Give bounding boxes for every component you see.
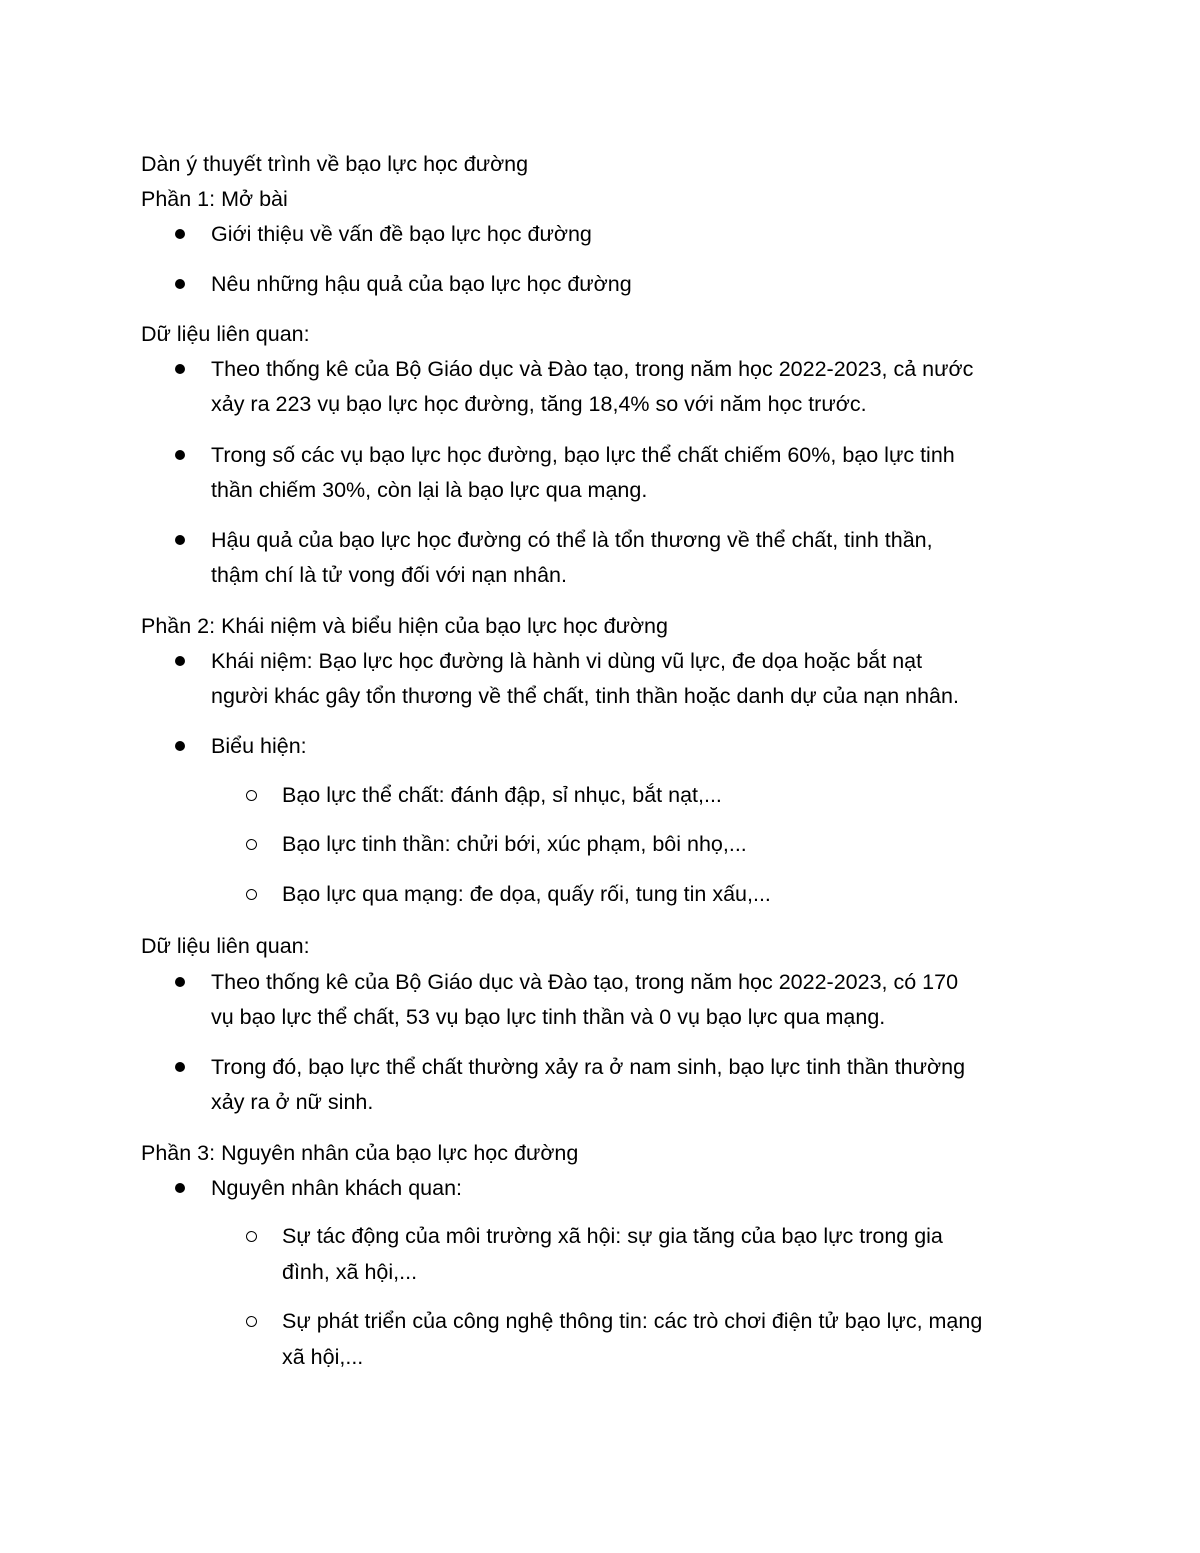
list-item-continuation: thậm chí là tử vong đối với nạn nhân.	[211, 563, 567, 587]
part1-data-heading: Dữ liệu liên quan:	[141, 322, 310, 346]
list-item: Trong đó, bạo lực thể chất thường xảy ra ở nam sinh, bạo lực tinh thần thường	[211, 1055, 966, 1079]
list-item: Trong số các vụ bạo lực học đường, bạo lực thể chất chiếm 60%, bạo lực tinh	[211, 443, 955, 467]
bullet-icon	[175, 1062, 185, 1072]
bullet-icon	[175, 279, 185, 289]
sub-list-item: Sự phát triển của công nghệ thông tin: các trò chơi điện tử bạo lực, mạng	[282, 1309, 983, 1333]
circle-bullet-icon	[246, 1316, 257, 1327]
part2-data-heading: Dữ liệu liên quan:	[141, 934, 310, 958]
circle-bullet-icon	[246, 790, 257, 801]
circle-bullet-icon	[246, 839, 257, 850]
list-item: Khái niệm: Bạo lực học đường là hành vi dùng vũ lực, đe dọa hoặc bắt nạt	[211, 649, 923, 673]
bullet-icon	[175, 364, 185, 374]
bullet-icon	[175, 656, 185, 666]
bullet-icon	[175, 977, 185, 987]
list-item-continuation: người khác gây tổn thương về thể chất, tinh thần hoặc danh dự của nạn nhân.	[211, 684, 959, 708]
list-item-continuation: xảy ra ở nữ sinh.	[211, 1090, 374, 1114]
circle-bullet-icon	[246, 1231, 257, 1242]
part2-heading: Phần 2: Khái niệm và biểu hiện của bạo lực học đường	[141, 614, 668, 638]
sub-list-item: Bạo lực tinh thần: chửi bới, xúc phạm, bôi nhọ,...	[282, 832, 747, 856]
sub-list-item: Sự tác động của môi trường xã hội: sự gia tăng của bạo lực trong gia	[282, 1224, 943, 1248]
bullet-icon	[175, 741, 185, 751]
list-item: Nguyên nhân khách quan:	[211, 1176, 463, 1200]
circle-bullet-icon	[246, 889, 257, 900]
bullet-icon	[175, 1183, 185, 1193]
list-item: Biểu hiện:	[211, 734, 307, 758]
sub-list-item: Bạo lực qua mạng: đe dọa, quấy rối, tung tin xấu,...	[282, 882, 771, 906]
sub-list-item: Bạo lực thể chất: đánh đập, sỉ nhục, bắt nạt,...	[282, 783, 722, 807]
list-item-continuation: thần chiếm 30%, còn lại là bạo lực qua mạng.	[211, 478, 648, 502]
list-item: Giới thiệu về vấn đề bạo lực học đường	[211, 222, 592, 246]
list-item-continuation: xảy ra 223 vụ bạo lực học đường, tăng 18,4% so với năm học trước.	[211, 392, 867, 416]
bullet-icon	[175, 229, 185, 239]
part1-heading: Phần 1: Mở bài	[141, 187, 288, 211]
list-item: Theo thống kê của Bộ Giáo dục và Đào tạo, trong năm học 2022-2023, có 170	[211, 970, 959, 994]
part3-heading: Phần 3: Nguyên nhân của bạo lực học đường	[141, 1141, 579, 1165]
bullet-icon	[175, 450, 185, 460]
list-item: Hậu quả của bạo lực học đường có thể là tổn thương về thể chất, tinh thần,	[211, 528, 933, 552]
sub-list-item-continuation: xã hội,...	[282, 1345, 364, 1369]
list-item: Nêu những hậu quả của bạo lực học đường	[211, 272, 632, 296]
bullet-icon	[175, 535, 185, 545]
list-item-continuation: vụ bạo lực thể chất, 53 vụ bạo lực tinh thần và 0 vụ bạo lực qua mạng.	[211, 1005, 886, 1029]
list-item: Theo thống kê của Bộ Giáo dục và Đào tạo, trong năm học 2022-2023, cả nước	[211, 357, 974, 381]
document-title: Dàn ý thuyết trình về bạo lực học đường	[141, 152, 529, 176]
sub-list-item-continuation: đình, xã hội,...	[282, 1260, 418, 1284]
